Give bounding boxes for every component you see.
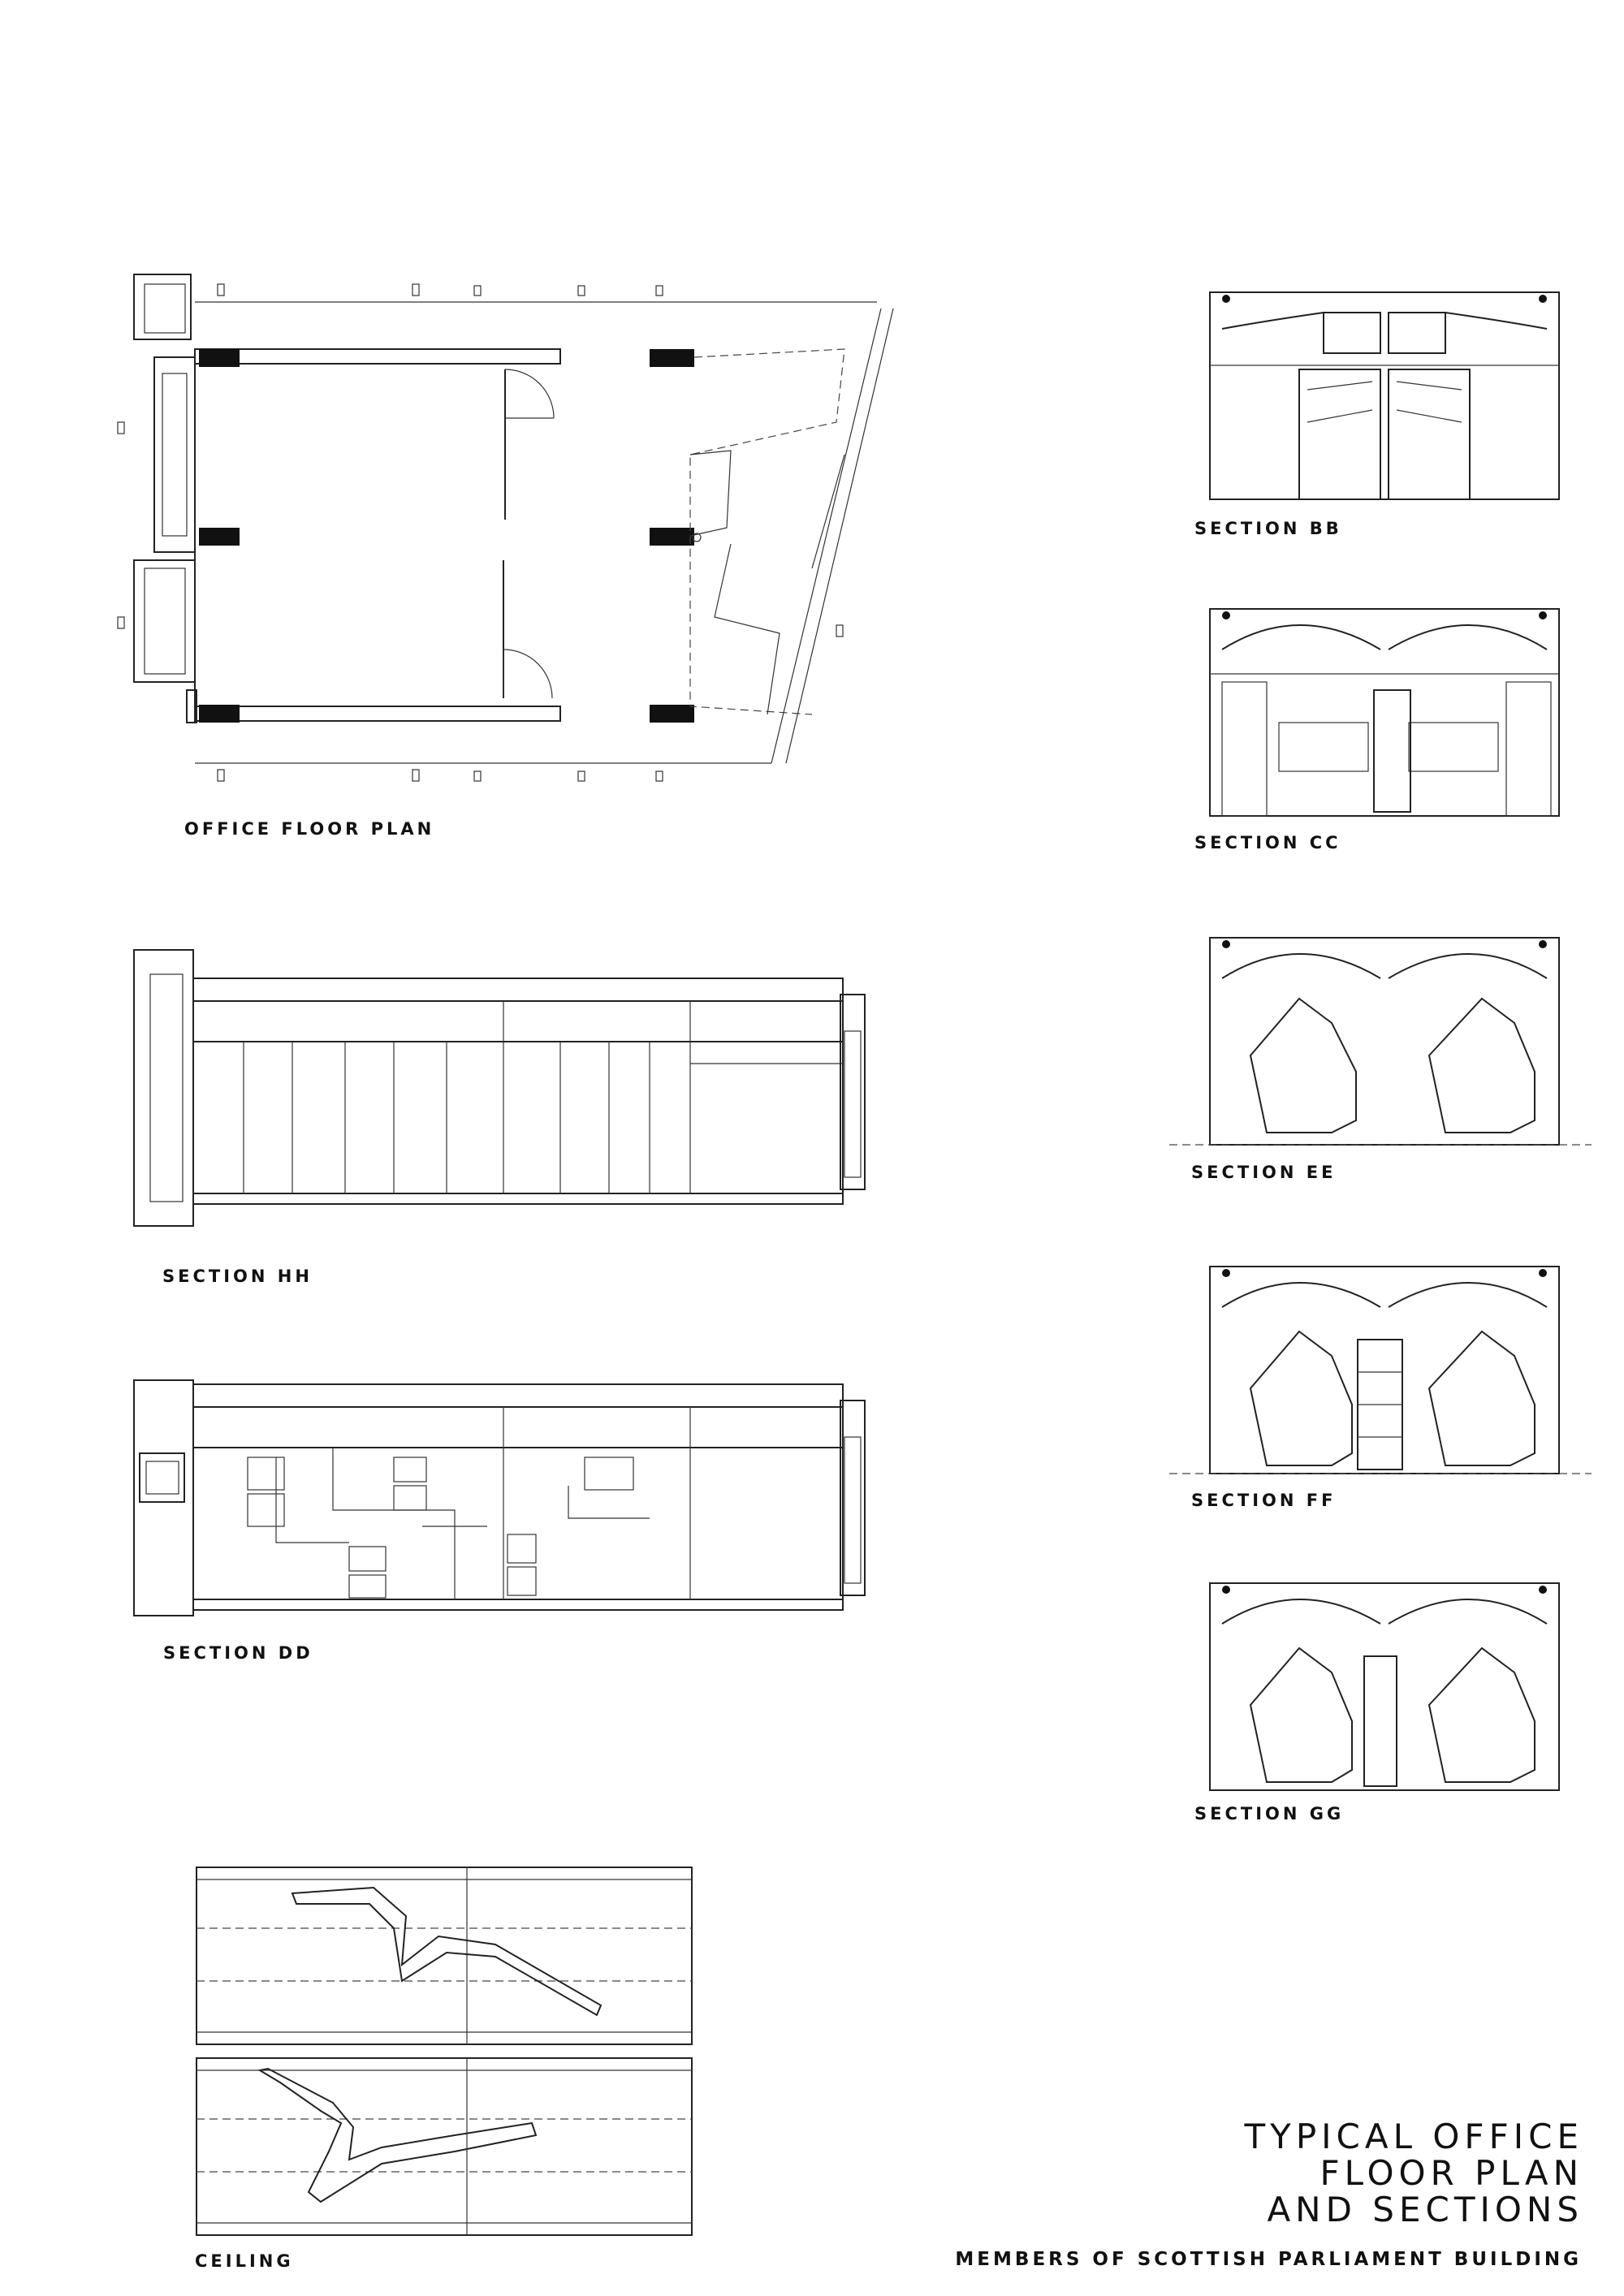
section-hh-label: SECTION HH: [162, 1267, 313, 1286]
section-ff-label: SECTION FF: [1191, 1491, 1337, 1510]
section-ee-label: SECTION EE: [1191, 1163, 1337, 1182]
office-floor-plan-label: OFFICE FLOOR PLAN: [184, 819, 435, 839]
sheet-title-line-1: TYPICAL OFFICE: [1244, 2117, 1583, 2156]
sheet-title-line-3: AND SECTIONS: [1267, 2190, 1583, 2229]
ceiling-label: CEILING: [195, 2251, 294, 2271]
section-cc-label: SECTION CC: [1194, 833, 1341, 852]
section-bb-label: SECTION BB: [1194, 519, 1342, 538]
project-name: MEMBERS OF SCOTTISH PARLIAMENT BUILDING: [955, 2249, 1582, 2270]
section-dd-label: SECTION DD: [163, 1643, 313, 1663]
section-gg-label: SECTION GG: [1194, 1804, 1345, 1823]
sheet-title-line-2: FLOOR PLAN: [1320, 2153, 1583, 2193]
